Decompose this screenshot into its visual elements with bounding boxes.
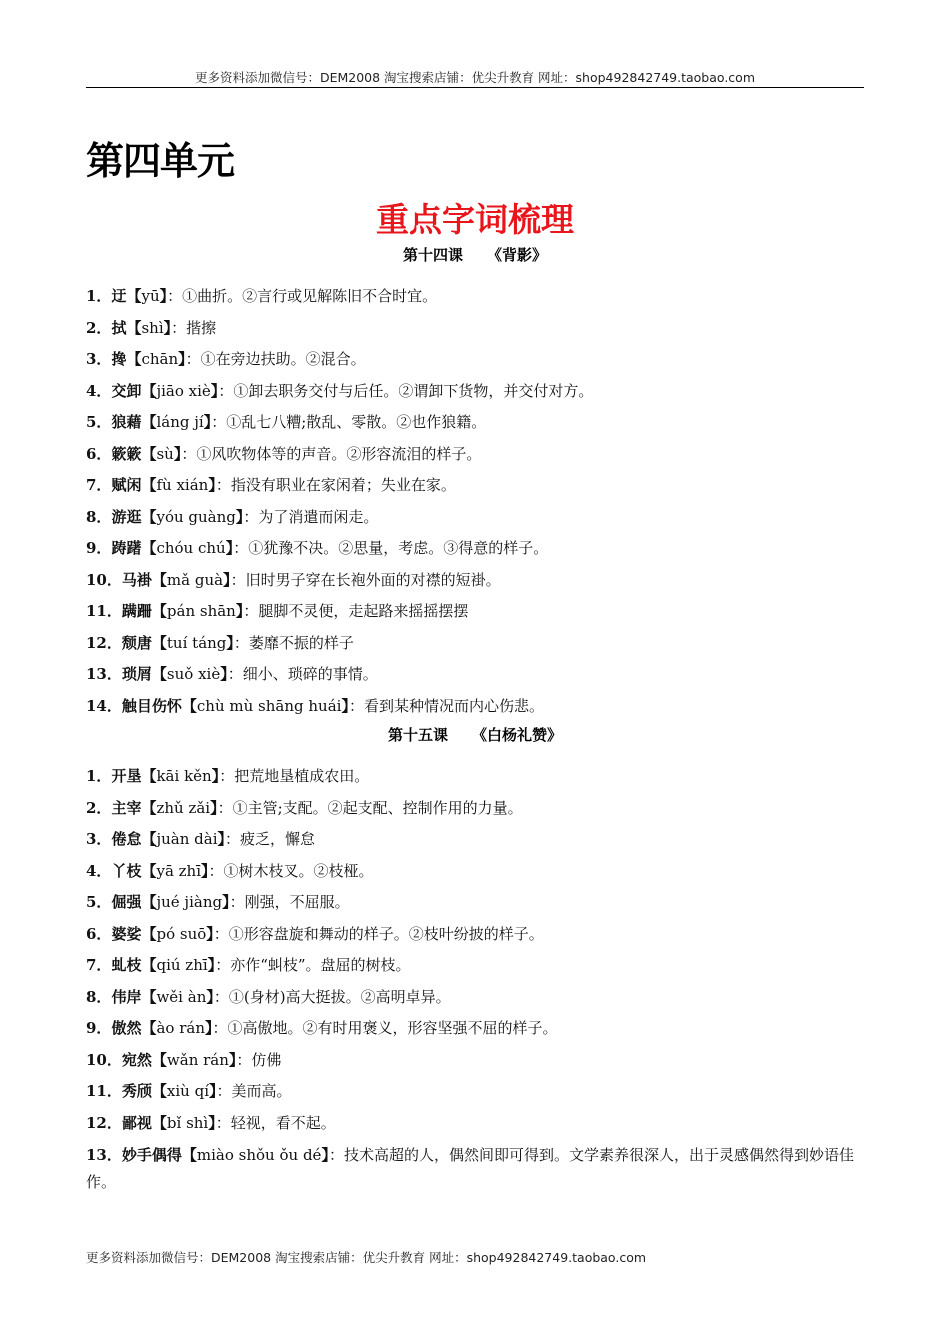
- entry-number: 10．: [86, 570, 122, 589]
- lesson-title: 《白杨礼赞》: [472, 726, 563, 744]
- entry-number: 13．: [86, 1146, 122, 1164]
- open-bracket: 【: [181, 1146, 197, 1164]
- entry-definition: ：美而高。: [216, 1082, 292, 1100]
- entry-pinyin: bǐ shì: [166, 1113, 209, 1132]
- close-bracket: 】: [173, 444, 182, 463]
- entry-word: 虬枝: [111, 956, 142, 974]
- vocab-entry: [86, 410, 864, 442]
- vocab-entry: [86, 284, 864, 316]
- entry-word: 触目伤怀: [121, 696, 182, 715]
- entry-definition: ：看到某种情况而内心伤悲。: [348, 696, 544, 715]
- entry-definition: ：旧时男子穿在长袍外面的对襟的短褂。: [230, 570, 501, 589]
- close-bracket: 】: [225, 539, 234, 557]
- entry-number: 1．: [86, 767, 112, 785]
- vocab-entry: [86, 442, 864, 474]
- close-bracket: 】: [217, 830, 226, 848]
- close-bracket: 】: [178, 350, 186, 368]
- close-bracket: 】: [235, 507, 244, 526]
- vocab-entry: [86, 859, 864, 891]
- vocab-entry: [86, 1079, 864, 1111]
- entry-definition: ：①(身材)高大挺拔。②高明卓异。: [213, 987, 451, 1006]
- close-bracket: 】: [201, 861, 209, 880]
- entry-word: 狼藉: [111, 413, 142, 431]
- entry-word: 马褂: [121, 570, 152, 589]
- entry-word: 倦怠: [111, 830, 142, 848]
- entry-number: 8．: [86, 987, 112, 1006]
- header-divider: [86, 87, 864, 88]
- vocab-entry: [86, 379, 864, 411]
- entry-definition: ：①形容盘旋和舞动的样子。②枝叶纷披的样子。: [213, 924, 544, 943]
- entry-word: 开垦: [111, 767, 142, 785]
- entry-pinyin: xiù qí: [166, 1082, 209, 1100]
- vocab-entry: [86, 568, 864, 600]
- vocab-entry: [86, 631, 864, 663]
- entry-pinyin: jiāo xiè: [156, 381, 211, 400]
- entry-pinyin: ào rán: [156, 1019, 205, 1037]
- page-footer: 更多资料添加微信号：DEM2008 淘宝搜索店铺：优尖升教育 网址：shop492842749.taobao.com: [86, 1250, 647, 1265]
- vocab-list-lesson-14: [86, 284, 864, 725]
- entry-word: 宛然: [121, 1050, 152, 1069]
- close-bracket: 】: [208, 1113, 216, 1132]
- close-bracket: 】: [163, 318, 172, 337]
- vocab-entry: [86, 1016, 864, 1048]
- entry-definition: ：①曲折。②言行或见解陈旧不合时宜。: [167, 287, 438, 305]
- open-bracket: 【: [151, 665, 167, 683]
- open-bracket: 【: [151, 602, 167, 620]
- close-bracket: 】: [222, 893, 230, 911]
- entry-pinyin: yā zhī: [156, 861, 202, 880]
- entry-definition: ：为了消遣而闲走。: [243, 507, 379, 526]
- entry-number: 8．: [86, 507, 112, 526]
- entry-number: 4．: [86, 861, 112, 880]
- close-bracket: 】: [210, 381, 219, 400]
- entry-number: 3．: [86, 830, 112, 848]
- entry-pinyin: kāi kěn: [156, 767, 212, 785]
- entry-definition: ：把荒地垦植成农田。: [219, 767, 370, 785]
- entry-number: 3．: [86, 350, 112, 368]
- entry-pinyin: yóu guàng: [156, 507, 236, 526]
- entry-word: 赋闲: [111, 476, 142, 494]
- open-bracket: 【: [151, 633, 167, 652]
- vocab-entry: [86, 316, 864, 348]
- entry-number: 13．: [86, 665, 122, 683]
- open-bracket: 【: [151, 1082, 167, 1100]
- close-bracket: 】: [226, 633, 234, 652]
- vocab-entry: [86, 505, 864, 537]
- entry-definition: ：揩擦: [171, 318, 217, 337]
- entry-pinyin: qiú zhī: [156, 956, 208, 974]
- entry-definition: ：指没有职业在家闲着；失业在家。: [215, 476, 456, 494]
- entry-pinyin: chóu chú: [156, 539, 226, 557]
- entry-definition: ：①卸去职务交付与后任。②谓卸下货物，并交付对方。: [218, 381, 594, 400]
- close-bracket: 】: [159, 287, 168, 305]
- entry-pinyin: sù: [156, 444, 174, 463]
- close-bracket: 】: [203, 413, 212, 431]
- vocab-entry: [86, 922, 864, 954]
- open-bracket: 【: [141, 413, 157, 431]
- close-bracket: 】: [207, 956, 216, 974]
- entry-definition: ：①树木枝叉。②枝桠。: [208, 861, 374, 880]
- open-bracket: 【: [141, 798, 157, 817]
- entry-word: 倔强: [111, 893, 142, 911]
- vocab-entry: [86, 985, 864, 1017]
- entry-definition: ：腿脚不灵便，走起路来摇摇摆摆: [243, 602, 469, 620]
- open-bracket: 【: [141, 956, 157, 974]
- entry-number: 2．: [86, 798, 112, 817]
- open-bracket: 【: [141, 444, 157, 463]
- entry-pinyin: tuí táng: [166, 633, 227, 652]
- entry-pinyin: fù xián: [156, 476, 209, 494]
- entry-word: 傲然: [111, 1019, 142, 1037]
- lesson-heading-15: [0, 724, 950, 745]
- close-bracket: 】: [235, 602, 244, 620]
- entry-word: 伟岸: [111, 987, 142, 1006]
- entry-word: 婆娑: [111, 924, 142, 943]
- close-bracket: 】: [228, 1050, 237, 1069]
- entry-pinyin: chù mù shāng huái: [196, 696, 342, 715]
- entry-pinyin: chān: [141, 350, 179, 368]
- open-bracket: 【: [151, 1113, 167, 1132]
- entry-number: 14．: [86, 696, 122, 715]
- lesson-name: 第十五课: [387, 726, 448, 744]
- entry-definition: ：细小、琐碎的事情。: [227, 665, 378, 683]
- entry-number: 10．: [86, 1050, 122, 1069]
- entry-number: 6．: [86, 924, 112, 943]
- entry-pinyin: juàn dài: [156, 830, 218, 848]
- vocab-entry: [86, 473, 864, 505]
- entry-word: 踌躇: [111, 539, 142, 557]
- entry-definition: ：疲乏，懈怠: [225, 830, 316, 848]
- close-bracket: 】: [206, 924, 214, 943]
- vocab-entry: [86, 764, 864, 796]
- entry-word: 颓唐: [121, 633, 152, 652]
- entry-definition: ：技术高超的人，偶然间即可得到。文学素养很深人，出于灵感偶然得到妙语佳作。: [86, 1146, 854, 1191]
- open-bracket: 【: [126, 318, 142, 337]
- close-bracket: 】: [206, 987, 214, 1006]
- open-bracket: 【: [141, 924, 157, 943]
- vocab-entry: [86, 953, 864, 985]
- close-bracket: 】: [204, 1019, 213, 1037]
- entry-pinyin: wǎn rán: [166, 1050, 229, 1069]
- entry-number: 6．: [86, 444, 112, 463]
- open-bracket: 【: [181, 696, 197, 715]
- entry-definition: ：①高傲地。②有时用褒义，形容坚强不屈的样子。: [212, 1019, 558, 1037]
- vocab-entry: [86, 599, 864, 631]
- entry-word: 蹒跚: [121, 602, 152, 620]
- vocab-entry: [86, 694, 864, 726]
- open-bracket: 【: [151, 1050, 167, 1069]
- entry-number: 1．: [86, 287, 112, 305]
- open-bracket: 【: [151, 570, 167, 589]
- entry-word: 簌簌: [111, 444, 142, 463]
- entry-pinyin: zhǔ zǎi: [156, 798, 211, 817]
- vocab-entry: [86, 347, 864, 379]
- open-bracket: 【: [141, 539, 157, 557]
- close-bracket: 】: [321, 1146, 329, 1164]
- entry-definition: ：轻视，看不起。: [215, 1113, 336, 1132]
- close-bracket: 】: [208, 476, 216, 494]
- entry-word: 秀颀: [121, 1082, 152, 1100]
- close-bracket: 】: [223, 570, 231, 589]
- entry-pinyin: wěi àn: [156, 987, 207, 1006]
- entry-pinyin: pó suō: [156, 924, 207, 943]
- open-bracket: 【: [141, 381, 157, 400]
- entry-word: 迂: [111, 287, 127, 305]
- open-bracket: 【: [141, 893, 157, 911]
- entry-pinyin: pán shān: [166, 602, 236, 620]
- entry-number: 12．: [86, 1113, 122, 1132]
- open-bracket: 【: [141, 861, 157, 880]
- entry-number: 5．: [86, 413, 112, 431]
- entry-pinyin: láng jí: [156, 413, 204, 431]
- open-bracket: 【: [141, 830, 157, 848]
- open-bracket: 【: [141, 476, 157, 494]
- entry-definition: ：萎靡不振的样子: [233, 633, 354, 652]
- entry-word: 丫枝: [111, 861, 142, 880]
- close-bracket: 】: [210, 798, 218, 817]
- vocab-entry: [86, 796, 864, 828]
- open-bracket: 【: [141, 987, 157, 1006]
- entry-number: 9．: [86, 539, 112, 557]
- vocab-entry: [86, 827, 864, 859]
- open-bracket: 【: [126, 287, 142, 305]
- entry-word: 琐屑: [121, 665, 152, 683]
- vocab-entry: [86, 1048, 864, 1080]
- entry-number: 7．: [86, 476, 112, 494]
- entry-word: 游逛: [111, 507, 142, 526]
- entry-number: 12．: [86, 633, 122, 652]
- entry-number: 11．: [86, 1082, 122, 1100]
- entry-pinyin: suǒ xiè: [166, 665, 221, 683]
- section-title: 重点字词梳理: [376, 200, 574, 239]
- entry-word: 鄙视: [121, 1113, 152, 1132]
- entry-number: 4．: [86, 381, 112, 400]
- open-bracket: 【: [126, 350, 142, 368]
- entry-definition: ：①犹豫不决。②思量，考虑。③得意的样子。: [233, 539, 549, 557]
- entry-pinyin: miào shǒu ǒu dé: [196, 1146, 322, 1164]
- lesson-title: 《背影》: [487, 246, 548, 264]
- vocab-entry: [86, 1142, 864, 1196]
- entry-definition: ：刚强，不屈服。: [229, 893, 350, 911]
- entry-definition: ：亦作“虯枝”。盘屈的树枝。: [215, 956, 411, 974]
- entry-definition: ：①风吹物体等的声音。②形容流泪的样子。: [181, 444, 482, 463]
- lesson-name: 第十四课: [402, 246, 463, 264]
- vocab-entry: [86, 536, 864, 568]
- close-bracket: 】: [209, 1082, 217, 1100]
- entry-word: 拭: [111, 318, 127, 337]
- entry-definition: ：①在旁边扶助。②混合。: [185, 350, 366, 368]
- entry-definition: ：①乱七八糟;散乱、零散。②也作狼籍。: [211, 413, 487, 431]
- close-bracket: 】: [211, 767, 220, 785]
- entry-definition: ：①主管;支配。②起支配、控制作用的力量。: [217, 798, 523, 817]
- lesson-heading-14: [0, 244, 950, 265]
- vocab-entry: [86, 890, 864, 922]
- vocab-list-lesson-15: [86, 764, 864, 1196]
- page-header: 更多资料添加微信号：DEM2008 淘宝搜索店铺：优尖升教育 网址：shop492842749.taobao.com: [194, 70, 756, 85]
- open-bracket: 【: [141, 1019, 157, 1037]
- open-bracket: 【: [141, 767, 157, 785]
- entry-pinyin: yū: [141, 287, 160, 305]
- entry-definition: ：仿佛: [236, 1050, 282, 1069]
- entry-pinyin: shì: [141, 318, 164, 337]
- entry-number: 7．: [86, 956, 112, 974]
- entry-pinyin: mǎ guà: [166, 570, 224, 589]
- entry-number: 2．: [86, 318, 112, 337]
- close-bracket: 】: [341, 696, 349, 715]
- entry-number: 9．: [86, 1019, 112, 1037]
- open-bracket: 【: [141, 507, 157, 526]
- entry-number: 11．: [86, 602, 122, 620]
- vocab-entry: [86, 662, 864, 694]
- unit-title: 第四单元: [86, 139, 235, 183]
- entry-word: 交卸: [111, 381, 142, 400]
- entry-word: 主宰: [111, 798, 142, 817]
- entry-pinyin: jué jiàng: [156, 893, 223, 911]
- entry-word: 妙手偶得: [121, 1146, 182, 1164]
- entry-word: 搀: [111, 350, 127, 368]
- close-bracket: 】: [220, 665, 228, 683]
- entry-number: 5．: [86, 893, 112, 911]
- vocab-entry: [86, 1111, 864, 1143]
